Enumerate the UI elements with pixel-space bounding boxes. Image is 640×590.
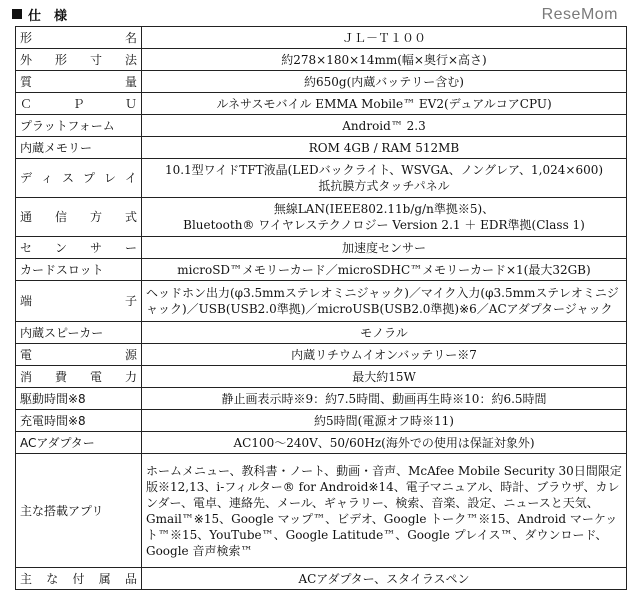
spec-value: microSD™メモリーカード／microSDHC™メモリーカード×1(最大32GB): [142, 259, 627, 281]
spec-value: 約5時間(電源オフ時※11): [142, 410, 627, 432]
spec-value: 無線LAN(IEEE802.11b/g/n準拠※5)、 Bluetooth® ワイヤレステクノロジー Version 2.1 ＋ EDR準拠(Class 1): [142, 198, 627, 237]
spec-row-weight: [16, 71, 627, 93]
spec-label: 消 費 電 力: [16, 366, 142, 388]
spec-label: 電 源: [16, 344, 142, 366]
spec-value: 最大約15W: [142, 366, 627, 388]
spec-row-speaker: [16, 322, 627, 344]
spec-label: ACアダプター: [16, 432, 142, 454]
spec-label: 形 名: [16, 27, 142, 49]
section-header: [12, 4, 67, 24]
spec-value: Android™ 2.3: [142, 115, 627, 137]
spec-value: 10.1型ワイドTFT液晶(LEDバックライト、WSVGA、ノングレア、1,024×600) 抵抗膜方式タッチパネル: [142, 159, 627, 198]
spec-label: 質 量: [16, 71, 142, 93]
spec-label: 主な搭載アプリ: [16, 454, 142, 568]
spec-label: 充電時間※8: [16, 410, 142, 432]
spec-row-accessories: [16, 568, 627, 590]
spec-row-model: [16, 27, 627, 49]
spec-value: 加速度センサー: [142, 237, 627, 259]
spec-value: ＪＬ－Ｔ１００: [142, 27, 627, 49]
spec-row-ports: [16, 281, 627, 322]
spec-label: Ｃ Ｐ Ｕ: [16, 93, 142, 115]
spec-label: デ ィ ス プ レ イ: [16, 159, 142, 198]
spec-label: 主 な 付 属 品: [16, 568, 142, 590]
spec-row-battery-life: [16, 388, 627, 410]
spec-row-communication: [16, 198, 627, 237]
spec-label: プラットフォーム: [16, 115, 142, 137]
spec-row-ac-adapter: [16, 432, 627, 454]
section-title: 仕 様: [28, 8, 68, 24]
spec-value: 約650g(内蔵バッテリー含む): [142, 71, 627, 93]
resemom-logo: ReseMom: [541, 6, 618, 23]
spec-value: ルネサスモバイル EMMA Mobile™ EV2(デュアルコアCPU): [142, 93, 627, 115]
spec-row-power-source: [16, 344, 627, 366]
spec-value: ヘッドホン出力(φ3.5mmステレオミニジャック)／マイク入力(φ3.5mmステレオミニジャック)／USB(USB2.0準拠)／microUSB(USB2.0準拠)※6／ACアダプタージャック: [142, 281, 627, 322]
spec-label: 駆動時間※8: [16, 388, 142, 410]
spec-label: 端 子: [16, 281, 142, 322]
spec-label: 内蔵メモリー: [16, 137, 142, 159]
spec-table: [15, 26, 627, 590]
spec-row-card-slot: [16, 259, 627, 281]
spec-row-display: [16, 159, 627, 198]
spec-row-sensor: [16, 237, 627, 259]
spec-label: 内蔵スピーカー: [16, 322, 142, 344]
spec-value: 静止画表示時※9：約7.5時間、動画再生時※10：約6.5時間: [142, 388, 627, 410]
spec-value: 内蔵リチウムイオンバッテリー※7: [142, 344, 627, 366]
spec-row-memory: [16, 137, 627, 159]
spec-row-power-consumption: [16, 366, 627, 388]
spec-label: 通 信 方 式: [16, 198, 142, 237]
spec-label: 外 形 寸 法: [16, 49, 142, 71]
square-bullet-icon: [12, 9, 22, 19]
spec-value: ACアダプター、スタイラスペン: [142, 568, 627, 590]
spec-row-cpu: [16, 93, 627, 115]
spec-row-platform: [16, 115, 627, 137]
spec-value: モノラル: [142, 322, 627, 344]
spec-value: ROM 4GB / RAM 512MB: [142, 137, 627, 159]
spec-value: 約278×180×14mm(幅×奥行×高さ): [142, 49, 627, 71]
spec-value: AC100～240V、50/60Hz(海外での使用は保証対象外): [142, 432, 627, 454]
spec-row-apps: [16, 454, 627, 568]
spec-value: ホームメニュー、教科書・ノート、動画・音声、McAfee Mobile Security 30日間限定版※12,13、i-フィルター® for Android※14、電子マニュアル、時計、ブラウザ、カレンダー、電卓、連絡先、メール、ギャラリー、検索、音楽、設定、ニュースと天気、Gmail™※15、Google マップ™、ビデオ、Google トーク™※15、Android マーケット™※15、YouTube™、Google Latitude™、Google プレイス™、ダウンロード、Google 音声検索™: [142, 454, 627, 568]
spec-row-charge-time: [16, 410, 627, 432]
spec-label: セ ン サ ー: [16, 237, 142, 259]
spec-row-dimensions: [16, 49, 627, 71]
spec-label: カードスロット: [16, 259, 142, 281]
